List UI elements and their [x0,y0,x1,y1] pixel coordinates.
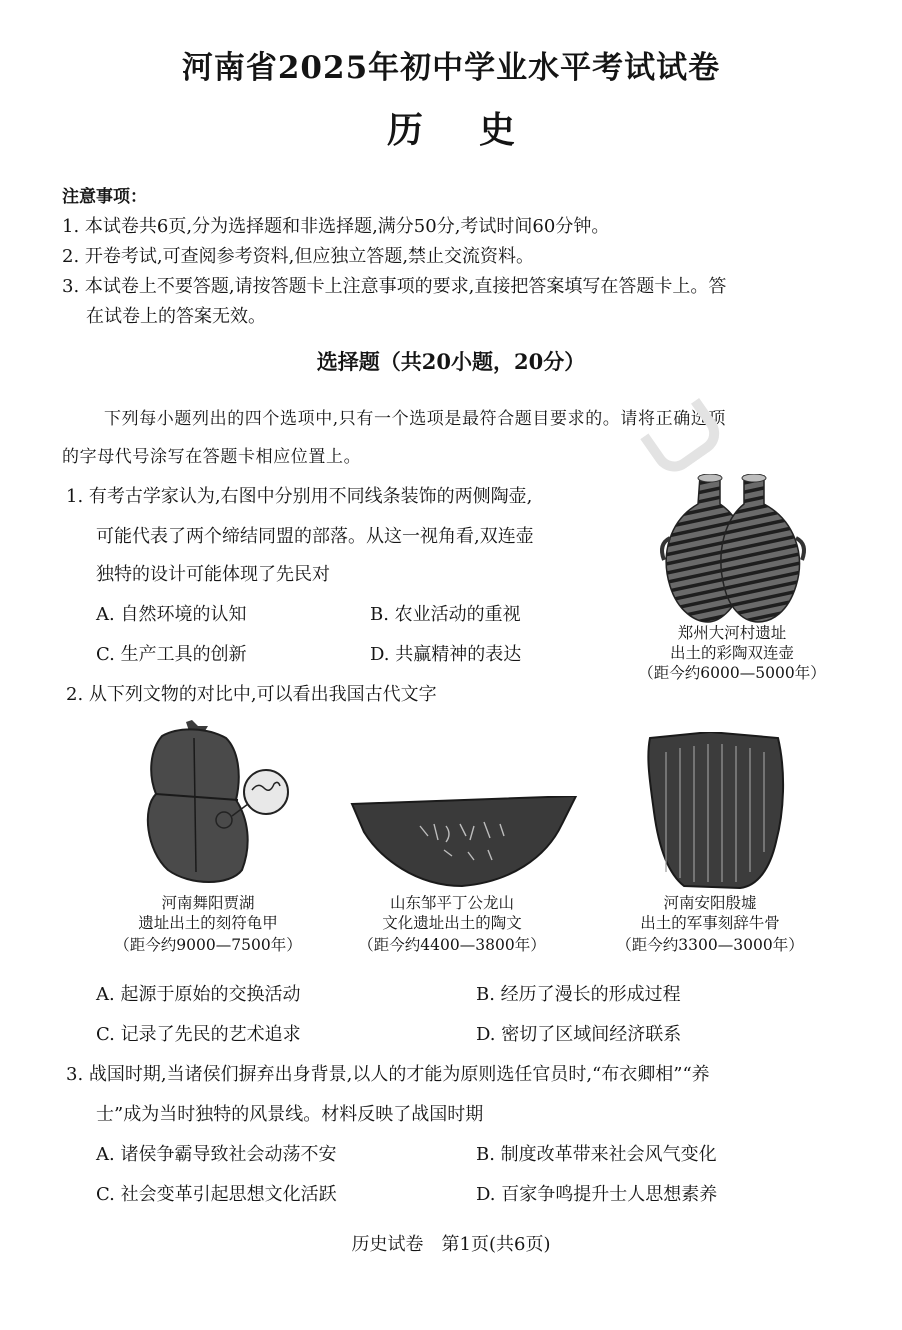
q2-stem: 2. 从下列文物的对比中,可以看出我国古代文字 [66,684,437,705]
notice-item: 2. 开卷考试,可查阅参考资料,但应独立答题,禁止交流资料。 [62,246,535,267]
q2-option-c[interactable]: C. 记录了先民的艺术追求 [96,1024,301,1045]
q3-option-a[interactable]: A. 诸侯争霸导致社会动荡不安 [96,1144,337,1165]
section-instruction: 的字母代号涂写在答题卡相应位置上。 [62,447,362,467]
q1-stem: 可能代表了两个缔结同盟的部落。从这一视角看,双连壶 [96,526,534,547]
notice-item: 1. 本试卷共6页,分为选择题和非选择题,满分50分,考试时间60分钟。 [62,216,610,237]
q2-caption-line: 文化遗址出土的陶文 [382,914,522,932]
double-pot-image [648,474,816,624]
notice-item-continued: 在试卷上的答案无效。 [86,306,266,327]
q1-caption-line: 出土的彩陶双连壶 [669,644,794,662]
pottery-shard-image [350,796,578,888]
q2-caption-line: 河南安阳殷墟 [663,894,757,912]
q2-caption-line: （距今约4400—3800年） [358,936,546,954]
q2-caption-line: 河南舞阳贾湖 [161,894,255,912]
q3-stem: 3. 战国时期,当诸侯们摒弃出身背景,以人的才能为原则选任官员时,“布衣卿相”“养 [66,1064,710,1085]
q2-caption-line: （距今约3300—3000年） [616,936,804,954]
q2-option-a[interactable]: A. 起源于原始的交换活动 [96,984,301,1005]
page-footer: 历史试卷 第1页(共6页) [351,1234,551,1255]
q1-option-b[interactable]: B. 农业活动的重视 [370,604,521,625]
q1-stem: 1. 有考古学家认为,右图中分别用不同线条装饰的两侧陶壶, [66,486,533,507]
q1-stem: 独特的设计可能体现了先民对 [96,564,330,585]
q1-option-a[interactable]: A. 自然环境的认知 [96,604,247,625]
q1-option-d[interactable]: D. 共赢精神的表达 [370,644,522,665]
q3-option-d[interactable]: D. 百家争鸣提升士人思想素养 [476,1184,718,1205]
section-instruction: 下列每小题列出的四个选项中,只有一个选项是最符合题目要求的。请将正确选项 [104,409,727,429]
q3-option-b[interactable]: B. 制度改革带来社会风气变化 [476,1144,717,1165]
q1-caption-line: 郑州大河村遗址 [677,624,787,642]
notice-heading: 注意事项： [62,187,147,207]
q2-caption-line: 出土的军事刻辞牛骨 [640,914,780,932]
turtle-shell-image [134,720,314,888]
q2-caption-line: （距今约9000—7500年） [114,936,302,954]
q2-option-b[interactable]: B. 经历了漫长的形成过程 [476,984,681,1005]
ox-bone-image [640,732,790,890]
q3-option-c[interactable]: C. 社会变革引起思想文化活跃 [96,1184,337,1205]
q2-caption-line: 山东邹平丁公龙山 [389,894,514,912]
q2-option-d[interactable]: D. 密切了区域间经济联系 [476,1024,682,1045]
section-heading: 选择题（共20小题，20分） [316,349,586,374]
subject-title: 历史 [386,109,571,151]
notice-item: 3. 本试卷上不要答题,请按答题卡上注意事项的要求,直接把答案填写在答题卡上。答 [62,276,727,297]
exam-title: 河南省2025年初中学业水平考试试卷 [181,50,721,86]
q1-caption-line: （距今约6000—5000年） [638,664,826,682]
q1-option-c[interactable]: C. 生产工具的创新 [96,644,247,665]
q2-caption-line: 遗址出土的刻符龟甲 [138,914,278,932]
q3-stem: 士”成为当时独特的风景线。材料反映了战国时期 [96,1104,484,1125]
